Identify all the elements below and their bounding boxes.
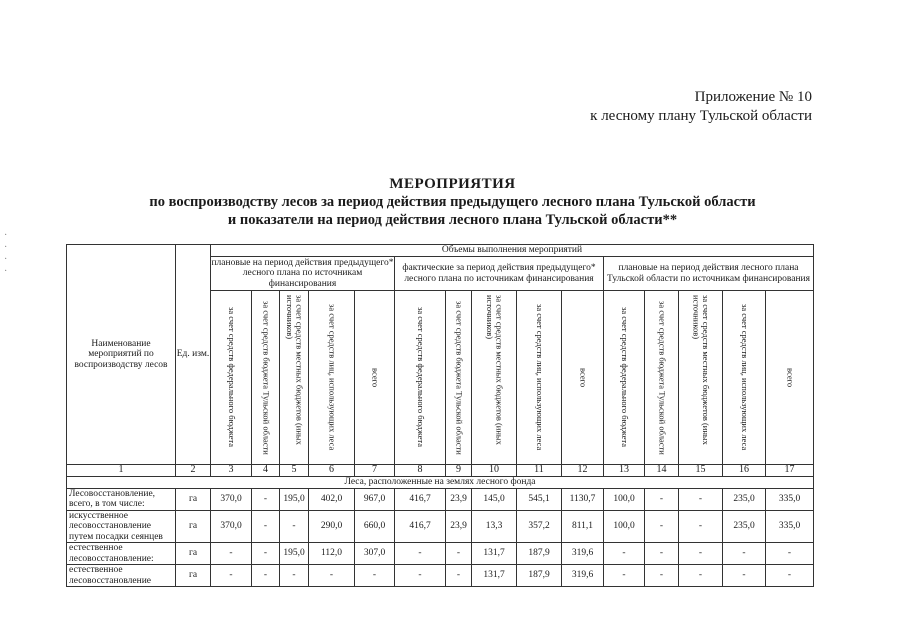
col-number: 3: [211, 465, 252, 477]
row-value-cell: 131,7: [472, 565, 517, 587]
row-value-cell: 319,6: [562, 543, 604, 565]
col-number: 7: [355, 465, 395, 477]
row-value-cell: 235,0: [723, 488, 766, 510]
row-value-cell: 416,7: [395, 488, 446, 510]
row-value-cell: -: [252, 543, 280, 565]
row-value-cell: 545,1: [517, 488, 562, 510]
row-value-cell: 660,0: [355, 510, 395, 543]
row-value-cell: -: [211, 543, 252, 565]
row-value-cell: 100,0: [604, 488, 645, 510]
row-unit: га: [176, 543, 211, 565]
col-number: 9: [446, 465, 472, 477]
row-value-cell: -: [679, 543, 723, 565]
row-value-cell: -: [645, 488, 679, 510]
row-value-cell: 416,7: [395, 510, 446, 543]
row-activity-name: естественное лесовосстановление:: [67, 543, 176, 565]
row-value-cell: 195,0: [280, 543, 309, 565]
col-number: 13: [604, 465, 645, 477]
row-value-cell: 335,0: [766, 510, 814, 543]
subheader-g3-total: всего: [766, 291, 814, 465]
title-line-2: по воспроизводству лесов за период действия предыдущего лесного плана Тульской области: [149, 194, 756, 210]
row-value-cell: 187,9: [517, 565, 562, 587]
header-group-planned-previous: плановые на период действия предыдущего* лесного плана по источникам финансирования: [211, 257, 394, 289]
header-activity-name: Наименование мероприятий по воспроизводству лесов: [67, 245, 176, 465]
title-line-3: и показатели на период действия лесного плана Тульской области**: [227, 212, 678, 228]
subheader-g3-local: за счет средств местных бюджетов (иных источников): [679, 291, 723, 465]
col-number: 1: [67, 465, 176, 477]
appendix-note: [590, 88, 812, 126]
appendix-reference: к лесному плану Тульской области: [590, 108, 812, 124]
row-value-cell: -: [679, 510, 723, 543]
row-value-cell: 370,0: [211, 488, 252, 510]
row-value-cell: -: [395, 543, 446, 565]
col-number: 2: [176, 465, 211, 477]
row-value-cell: 187,9: [517, 543, 562, 565]
row-value-cell: -: [723, 543, 766, 565]
subheader-g1-users: за счет средств лиц, использующих леса: [309, 291, 355, 465]
row-value-cell: -: [309, 565, 355, 587]
col-number: 8: [395, 465, 446, 477]
row-unit: га: [176, 488, 211, 510]
row-value-cell: 811,1: [562, 510, 604, 543]
subheader-g1-local: за счет средств местных бюджетов (иных источников): [280, 291, 309, 465]
row-value-cell: -: [604, 543, 645, 565]
row-activity-name: искусственное лесовосстановление путем посадки сеянцев: [67, 510, 176, 543]
col-number: 4: [252, 465, 280, 477]
row-value-cell: 13,3: [472, 510, 517, 543]
subheader-g3-federal: за счет средств федерального бюджета: [604, 291, 645, 465]
subheader-g3-regional: за счет средств бюджета Тульской области: [645, 291, 679, 465]
row-value-cell: 967,0: [355, 488, 395, 510]
header-group-actual-previous: фактические за период действия предыдущего* лесного плана по источникам финансирования: [395, 257, 604, 291]
section-title: Леса, расположенные на землях лесного фонда: [67, 476, 814, 488]
title-heading: МЕРОПРИЯТИЯ: [389, 176, 516, 192]
table-row: [67, 565, 814, 587]
row-value-cell: 112,0: [309, 543, 355, 565]
col-number: 17: [766, 465, 814, 477]
row-value-cell: -: [645, 510, 679, 543]
header-unit: Ед. изм.: [176, 245, 211, 465]
row-value-cell: -: [211, 565, 252, 587]
subheader-g2-local: за счет средств местных бюджетов (иных источников): [472, 291, 517, 465]
row-value-cell: -: [252, 565, 280, 587]
subheader-g2-regional: за счет средств бюджета Тульской области: [446, 291, 472, 465]
row-value-cell: 195,0: [280, 488, 309, 510]
row-value-cell: 335,0: [766, 488, 814, 510]
row-value-cell: -: [604, 565, 645, 587]
row-value-cell: -: [723, 565, 766, 587]
row-value-cell: -: [766, 543, 814, 565]
row-value-cell: -: [446, 565, 472, 587]
row-value-cell: 235,0: [723, 510, 766, 543]
row-value-cell: 23,9: [446, 488, 472, 510]
col-number: 15: [679, 465, 723, 477]
row-value-cell: -: [766, 565, 814, 587]
row-value-cell: -: [252, 510, 280, 543]
row-value-cell: 145,0: [472, 488, 517, 510]
column-numbers-row: [67, 465, 814, 477]
col-number: 16: [723, 465, 766, 477]
col-number: 12: [562, 465, 604, 477]
row-value-cell: -: [679, 488, 723, 510]
col-number: 10: [472, 465, 517, 477]
row-value-cell: -: [395, 565, 446, 587]
header-group-planned-current: плановые на период действия лесного плана Тульской области по источникам финансирования: [604, 257, 814, 291]
row-value-cell: -: [446, 543, 472, 565]
row-value-cell: 402,0: [309, 488, 355, 510]
table-row: [67, 488, 814, 510]
row-value-cell: 357,2: [517, 510, 562, 543]
row-value-cell: 23,9: [446, 510, 472, 543]
table-row: [67, 543, 814, 565]
col-number: 14: [645, 465, 679, 477]
row-value-cell: 370,0: [211, 510, 252, 543]
row-value-cell: -: [645, 565, 679, 587]
row-value-cell: 100,0: [604, 510, 645, 543]
row-value-cell: 307,0: [355, 543, 395, 565]
row-unit: га: [176, 510, 211, 543]
col-number: 5: [280, 465, 309, 477]
row-value-cell: -: [679, 565, 723, 587]
measures-table: [66, 244, 814, 587]
row-value-cell: 319,6: [562, 565, 604, 587]
row-value-cell: -: [252, 488, 280, 510]
row-value-cell: 290,0: [309, 510, 355, 543]
header-volumes: Объемы выполнения мероприятий: [211, 245, 814, 257]
row-unit: га: [176, 565, 211, 587]
subheader-g1-total: всего: [355, 291, 395, 465]
row-activity-name: естественное лесовосстановление: [67, 565, 176, 587]
subheader-g1-regional: за счет средств бюджета Тульской области: [252, 291, 280, 465]
row-value-cell: 1130,7: [562, 488, 604, 510]
row-activity-name: Лесовосстановление, всего, в том числе:: [67, 488, 176, 510]
row-value-cell: 131,7: [472, 543, 517, 565]
row-value-cell: -: [355, 565, 395, 587]
scan-margin-dots: · · · ·: [4, 230, 8, 277]
row-value-cell: -: [645, 543, 679, 565]
col-number: 11: [517, 465, 562, 477]
data-rows: [67, 488, 814, 587]
col-number: 6: [309, 465, 355, 477]
document-title: [0, 176, 905, 229]
subheader-g3-users: за счет средств лиц, использующих леса: [723, 291, 766, 465]
subheader-g2-federal: за счет средств федерального бюджета: [395, 291, 446, 465]
subheader-g1-federal: за счет средств федерального бюджета: [211, 291, 252, 465]
row-value-cell: -: [280, 565, 309, 587]
row-value-cell: -: [280, 510, 309, 543]
appendix-number: Приложение № 10: [694, 89, 812, 105]
table-row: [67, 510, 814, 543]
subheader-g2-users: за счет средств лиц, использующих леса: [517, 291, 562, 465]
subheader-g2-total: всего: [562, 291, 604, 465]
